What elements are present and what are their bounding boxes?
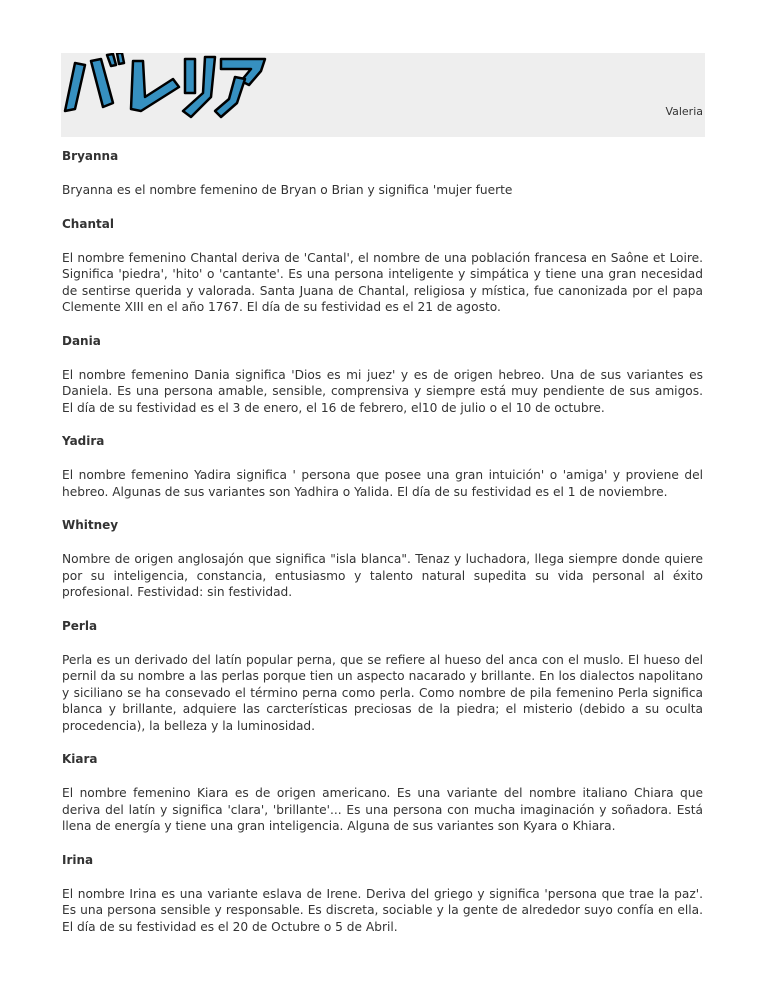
entry-title: Kiara bbox=[62, 752, 98, 766]
name-entry bbox=[62, 852, 703, 936]
entry-title: Yadira bbox=[62, 434, 105, 448]
names-list bbox=[62, 148, 703, 952]
name-entry bbox=[62, 751, 703, 835]
entry-title: Dania bbox=[62, 333, 101, 348]
entry-title: Bryanna bbox=[62, 149, 119, 163]
entry-description: El nombre femenino Dania significa 'Dios es mi juez' y es de origen hebreo. Una de sus variantes es Daniela. Es una persona amable, sensible, comprensiva y siempre está muy pendiente de sus amigos. El día de su festividad es el 3 de enero, el 16 de febrero, el10 de julio o el 10 de octubre. bbox=[62, 367, 703, 415]
entry-title: Irina bbox=[62, 852, 94, 867]
entry-title: Whitney bbox=[62, 518, 119, 532]
name-entry bbox=[62, 433, 703, 500]
entry-description: El nombre femenino Kiara es de origen americano. Es una variante del nombre italiano Chiara que deriva del latín y significa 'clara', 'brillante'... Es una persona con mucha imaginación y soñadora. Está llena de energía y tiene una gran inteligencia. Alguna de sus variantes son Kyara o Khiara. bbox=[62, 786, 703, 833]
name-entry bbox=[62, 517, 703, 601]
entry-description: El nombre Irina es una variante eslava de Irene. Deriva del griego y significa 'persona que trae la paz'. Es una persona sensible y responsable. Es discreta, sociable y la gente de alrededor suyo confía en ella. El día de su festividad es el 20 de Octubre o 5 de Abril. bbox=[62, 886, 703, 934]
author-name: Valeria bbox=[665, 105, 703, 118]
entry-description: Nombre de origen anglosajón que significa "isla blanca". Tenaz y luchadora, llega siempre donde quiere por su inteligencia, constancia, entusiasmo y talento natural supedita su vida personal al éxito profesional. Festividad: sin festividad. bbox=[62, 552, 703, 599]
entry-description: Bryanna es el nombre femenino de Bryan o Brian y significa 'mujer fuerte bbox=[62, 183, 513, 197]
katakana-logo bbox=[61, 53, 271, 123]
name-entry bbox=[62, 618, 703, 735]
header-banner bbox=[61, 53, 705, 137]
name-entry bbox=[62, 333, 703, 417]
name-entry bbox=[62, 216, 703, 316]
entry-title: Chantal bbox=[62, 216, 114, 231]
entry-description: El nombre femenino Chantal deriva de 'Cantal', el nombre de una población francesa en Saône et Loire. Significa 'piedra', 'hito' o 'cantante'. Es una persona inteligente y simpática y tiene una gran necesidad de sentirse querida y valorada. Santa Juana de Chantal, religiosa y mística, fue canonizada por el papa Clemente XIII en el año 1767. El día de su festividad es el 21 de agosto. bbox=[62, 250, 703, 314]
name-entry bbox=[62, 148, 703, 199]
entry-title: Perla bbox=[62, 618, 98, 633]
entry-description: Perla es un derivado del latín popular perna, que se refiere al hueso del anca con el muslo. El hueso del pernil da su nombre a las perlas porque tien un aspecto nacarado y brillante. En los dialectos napolitano y siciliano se ha consevado el término perna como perla. Como nombre de pila femenino Perla significa blanca y brillante, adquiere las carcterísticas preciosas de la piedra; el misterio (debido a su oculta procedencia), la belleza y la luminosidad. bbox=[62, 652, 703, 733]
entry-description: El nombre femenino Yadira significa ' persona que posee una gran intuición' o 'amiga' y proviene del hebreo. Algunas de sus variantes son Yadhira o Yalida. El día de su festividad es el 1 de noviembre. bbox=[62, 468, 703, 499]
